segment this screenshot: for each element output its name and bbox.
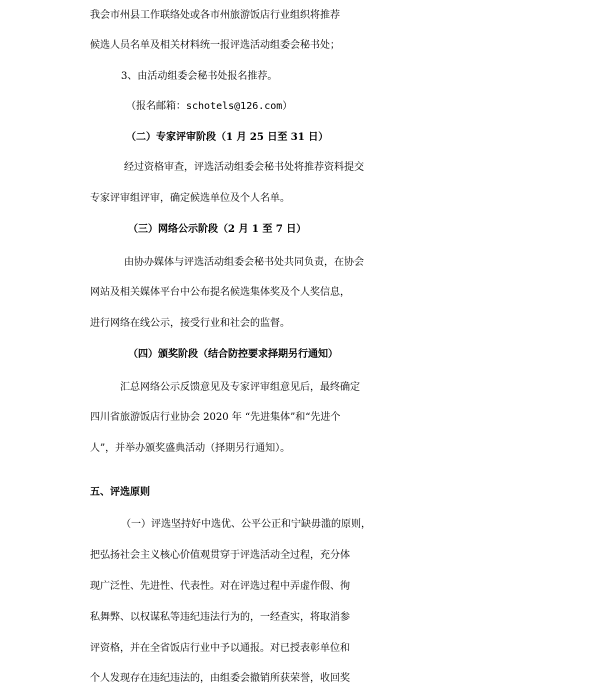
section-heading: （三）网络公示阶段（2 月 1 至 7 日）	[128, 224, 307, 235]
section-heading: （四）颁奖阶段（结合防控要求择期另行通知）	[128, 349, 338, 360]
paragraph-line: 评资格，并在全省饭店行业中予以通报。对已授表彰单位和	[90, 643, 350, 654]
paragraph-line: 由协办媒体与评选活动组委会秘书处共同负责，在协会	[124, 257, 364, 268]
email-note: （报名邮箱：schotels@126.com）	[126, 101, 293, 112]
paragraph-line: 进行网络在线公示，接受行业和社会的监督。	[90, 318, 290, 329]
paragraph-line: 四川省旅游饭店行业协会 2020 年 “先进集体”和“先进个	[90, 412, 341, 423]
paragraph-line: 人”，并举办颁奖盛典活动（择期另行通知）。	[90, 443, 291, 454]
section-heading: （二）专家评审阶段（1 月 25 日至 31 日）	[126, 132, 329, 143]
paragraph-line: 把弘扬社会主义核心价值观贯穿于评选活动全过程，充分体	[90, 550, 350, 561]
paragraph-line: 我会市州县工作联络处或各市州旅游饭店行业组织将推荐	[90, 10, 340, 21]
chapter-heading: 五、评选原则	[90, 487, 150, 498]
paragraph-line: 网站及相关媒体平台中公布提名候选集体奖及个人奖信息，	[90, 287, 350, 298]
paragraph-line: 经过资格审查，评选活动组委会秘书处将推荐资料提交	[124, 162, 364, 173]
paragraph-line: 现广泛性、先进性、代表性。对在评选过程中弄虚作假、徇	[90, 581, 350, 592]
paragraph-line: 汇总网络公示反馈意见及专家评审组意见后，最终确定	[120, 382, 360, 393]
paragraph-line: 个人发现存在违纪违法的，由组委会撤销所获荣誉，收回奖	[90, 673, 350, 684]
paragraph-line: 专家评审组评审，确定候选单位及个人名单。	[90, 193, 290, 204]
list-item: 3、由活动组委会秘书处报名推荐。	[121, 71, 278, 82]
paragraph-line: 候选人员名单及相关材料统一报评选活动组委会秘书处；	[90, 40, 340, 51]
paragraph-line: （一）评选坚持好中选优、公平公正和宁缺毋滥的原则，	[121, 519, 371, 530]
paragraph-line: 私舞弊、以权谋私等违纪违法行为的，一经查实，将取消参	[90, 612, 350, 623]
